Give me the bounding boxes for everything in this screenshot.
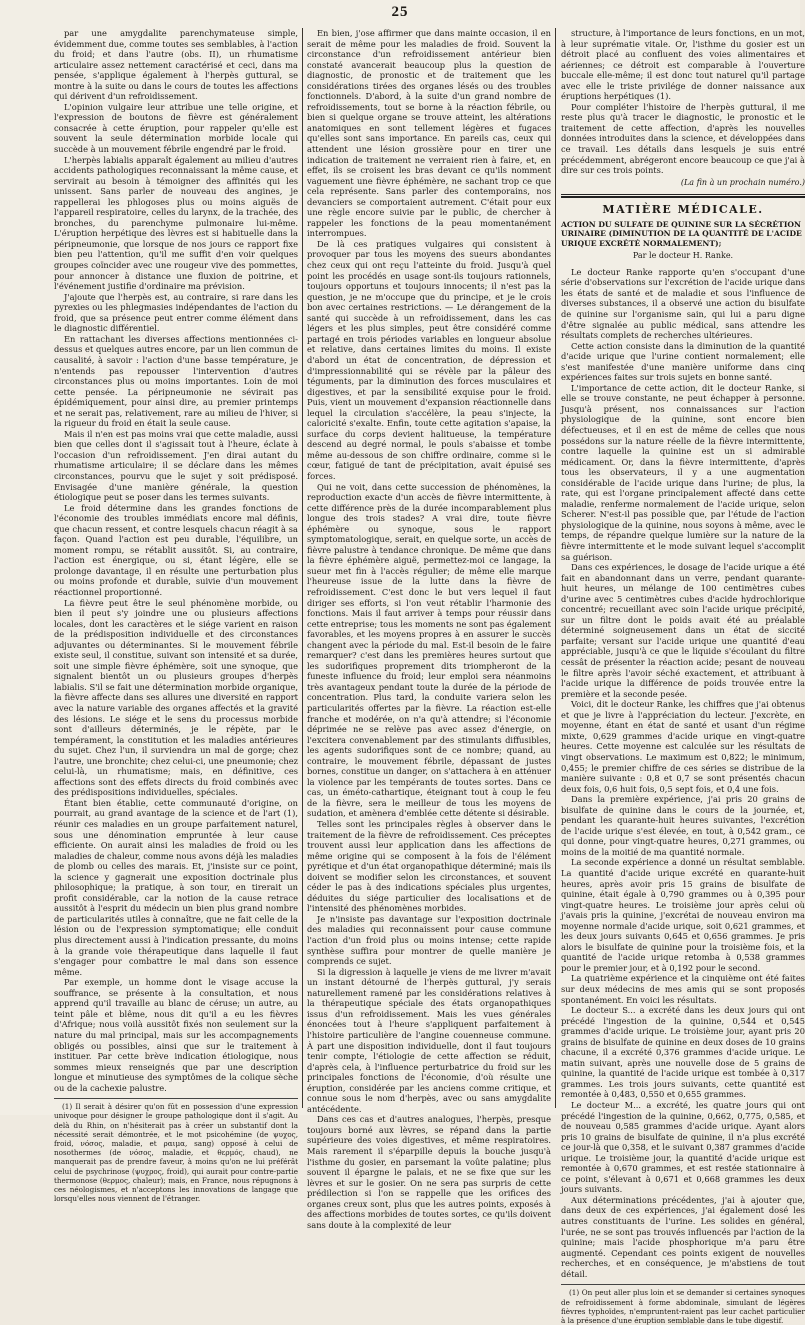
column-right-body xyxy=(561,267,805,1280)
paragraph: Le docteur Ranke rapporte qu'en s'occupant d'une série d'observations sur l'excrétion de l'acide urique dans les états de santé et de maladie et sous l'influence de diverses substances, il a observé une action du bisulfate de quinine sur l'organisme sain, qui lui a paru digne d'être signalée au public médical, sans attendre les résultats complets de recherches ultérieures. xyxy=(561,266,805,341)
column-left-body xyxy=(54,28,298,1093)
paragraph: Qui ne voit, dans cette succession de phénomènes, la reproduction exacte d'un accès de fièvre intermittente, à cette différence près de la durée incomparablement plus longue des trois stades? A vrai dire, toute fièvre éphémère ou synoque, sous le rapport symptomatologique, serait, en quelque sorte, un accès de fièvre palustre à tendance chronique. De même que dans la fièvre éphémère aiguë, permettez-moi ce langage, la sueur met fin à l'accès régulier; de même elle marque l'heureuse issue de la lutte dans la fièvre de refroidissement. C'est donc le but vers lequel il faut diriger ses efforts, si l'on veut rétablir l'harmonie des fonctions. Mais il faut arriver à temps pour réussir dans cette entreprise; tous les moments ne sont pas également favorables, et les moyens propres à en assurer le succès changent avec la période du mal. Est-il besoin de le faire remarquer? c'est dans les premières heures surtout que les sudorifiques proprement dits triompheront de la funeste influence du froid; leur emploi sera néanmoins très avantageux pendant toute la durée de la période de concentration. Plus tard, la conduite variera selon les particularités offertes par la fièvre. La réaction est-elle franche et modérée, on n'a qu'à attendre; si l'économie déprimée ne se relève pas avec assez d'énergie, on l'excitera convenablement par des stimulants diffusibles, les agents sudorifiques sont de ce nombre; quand, au contraire, le mouvement fébrile, dépassant de justes bornes, constitue un danger, on s'attachera à en atténuer la violence par les tempérants de toutes sortes. Dans ce cas, un éméto-cathartique, éteignant tout à coup le feu de la fièvre, sera le meilleur de tous les moyens de sudation, et amènera d'emblée cette détente si désirable. xyxy=(307,481,551,819)
paragraph: Le froid détermine dans les grandes fonctions de l'économie des troubles immédiats encore mal définis, que chacun ressent, et contre lesquels chacun réagit à sa façon. Quand l'action est peu durable, l'équilibre, un moment rompu, se rétablit aussitôt. Si, au contraire, l'action est énergique, ou si, étant légère, elle se prolonge davantage, il en résulte une perturbation plus ou moins profonde et durable, suivie d'un mouvement réactionnel proportionné. xyxy=(54,502,298,597)
footnote-text: (1) Il serait à désirer qu'on fût en possession d'une expression univoque pour désigner le groupe pathologique dont il s'agit. Au delà du Rhin, on n'hésiterait pas à créer un substantif dont la nécessité serait démontrée, et le mot psicohémine (de ψυχος, froid, νόσος, maladie, et ραιμα, sang) opposé à celui de nosothermes (de νόσος, maladie, et θερμός, chaud), ne manquerait pas de prendre faveur, à moins qu'on ne lui préférât celui de psychrinose (ψυχρος, froid), qui aurait pour contre-partie thermonose (θερμος, chaleur); mais, en France, nous répugnons à ces néologismes, et n'acceptons les innovations de langage que lorsqu'elles nous viennent de l'étranger. xyxy=(54,1102,298,1204)
article-author: Par le docteur H. Ranke. xyxy=(632,251,734,261)
paragraph: Le docteur S... a excrété dans les deux jours qui ont précédé l'ingestion de la quinine, 0,544 et 0,545 grammes d'acide urique. Le troisième jour, ayant pris 20 grains de bisulfate de quinine en deux doses de 10 grains chacune, il a excrété 0,376 grammes d'acide urique. Le matin suivant, après une nouvelle dose de 5 grains de quinine, la quantité de l'acide urique est tombée à 0,317 grammes. Les trois jours suivants, cette quantité est remontée à 0,483, 0,550 et 0,655 grammes. xyxy=(561,1005,805,1100)
footnote-left xyxy=(54,1098,298,1203)
paragraph: La fièvre peut être le seul phénomène morbide, ou bien il peut s'y joindre une ou plusieurs affections locales, dont les caractères et le siége varient en raison de la prédisposition individuelle et des circonstances adjuvantes ou déterminantes. Si le mouvement fébrile existe seul, il constitue, suivant son intensité et sa durée, soit une simple fièvre éphémère, soit une synoque, que signalent bientôt un ou plusieurs groupes d'herpès labialis. S'il se fait une détermination morbide organique, la fièvre affecte dans ses allures une diversité en rapport avec la nature variable des organes affectés et la gravité des lésions. Le siége et le sens du processus morbide sont d'ailleurs déterminés, je le répète, par le tempérament, la constitution et les maladies antérieures du sujet. Chez l'un, il surviendra un mal de gorge; chez l'autre, une bronchite; chez celui-ci, une pneumonie; chez celui-là, un rhumatisme; mais, en définitive, ces affections sont des effets directs du froid combinés avec des prédispositions individuelles, spéciales. xyxy=(54,597,298,798)
paragraph: Par exemple, un homme dont le visage accuse la souffrance, se présente à la consultation, et nous apprend qu'il travaille au blanc de céruse; un autre, au teint pâle et blême, nous dit qu'il a eu les fièvres d'Afrique; nous voilà aussitôt fixés non seulement sur la nature du mal principal, mais sur les accompagnements obligés ou possibles, ainsi que sur le traitement à instituer. Par cette brève indication étiologique, nous sommes mieux renseignés que par une description longue et minutieuse des symptômes de la colique sèche ou de la cachexie palustre. xyxy=(54,977,298,1093)
column-left xyxy=(54,28,298,1204)
paragraph: L'herpès labialis apparaît également au milieu d'autres accidents pathologiques reconnaissant la même cause, et servirait au besoin à témoigner des affinités qui les unissent. Sans parler de nouveau des angines, je rappellerai les phlogoses plus ou moins aiguës de l'appareil respiratoire, celles du larynx, de la trachée, des bronches, du parenchyme pulmonaire lui-même. L'éruption herpétique des lèvres est si habituelle dans la péripneumonie, que lorsque de nos jours ce rapport fixe bien peu l'attention, qu'il me suffit d'en voir quelques groupes coïncider avec une rougeur vive des pommettes, pour annoncer à distance une fluxion de poitrine, et l'événement justifie d'ordinaire ma prévision. xyxy=(54,154,298,292)
paragraph: Aux déterminations précédentes, j'ai à ajouter que, dans deux de ces expériences, j'ai également dosé les autres constituants de l'urine. Les solides en général, l'urée, ne se sont pas trouvés influencés par l'action de la quinine; mais l'acide phosphorique m'a paru être augmenté. Cependant ces points exigent de nouvelles recherches, et en conséquence, je m'abstiens de tout détail. xyxy=(561,1194,805,1279)
paragraph: Je n'insiste pas davantage sur l'exposition doctrinale des maladies qui reconnaissent pour cause commune l'action d'un froid plus ou moins intense; cette rapide synthèse suffira pour montrer de quelle manière je comprends ce sujet. xyxy=(307,913,551,967)
paragraph: Mais il n'en est pas moins vrai que cette maladie, aussi bien que celles dont il s'agissait tout à l'heure, éclate à l'occasion d'un refroidissement. J'en dirai autant du rhumatisme articulaire; il se déclare dans les mêmes circonstances, pourvu que le sujet y soit prédisposé. Envisagée d'une manière générale, la question étiologique peut se poser dans les termes suivants. xyxy=(54,428,298,503)
paragraph: En bien, j'ose affirmer que dans mainte occasion, il en serait de même pour les maladies de froid. Souvent la circonstance d'un refroidissement antérieur bien constaté avancerait beaucoup plus la question de diagnostic, de pronostic et de traitement que les considérations tirées des organes lésés ou des troubles fonctionnels. D'abord, à la suite d'un grand nombre de refroidissements, tout se borne à la réaction fébrile, ou bien si quelque organe se trouve atteint, les altérations anatomiques en sont tellement légères et fugaces qu'elles sont sans importance. En pareils cas, ceux qui attendent une lésion grossière pour en tirer une indication de traitement ne verraient rien à faire, et, en effet, ils se croisent les bras devant ce qu'ils nomment vaguement une fièvre éphémère, ne sachant trop ce que cela représente. Sans parler des contemporains, nos devanciers se comportaient autrement. C'était pour eux une règle encore suivie par le public, de chercher à rappeler les fonctions de la peau momentanément interrompues. xyxy=(307,28,551,239)
paragraph: L'opinion vulgaire leur attribue une telle origine, et l'expression de boutons de fièvre est généralement consacrée à cette éruption, pour rappeler qu'elle est souvent la seule détermination morbide locale qui succède à un mouvement fébrile engendré par le froid. xyxy=(54,101,298,155)
paragraph: Dans ces cas et d'autres analogues, l'herpès, presque toujours borné aux lèvres, se répand dans la partie supérieure des voies digestives, et même respiratoires. Mais rarement il s'éparpille depuis la bouche jusqu'à l'isthme du gosier, en parsemant la voûte palatine; plus souvent il épargne le palais, et ne se fixe que sur les lèvres et sur le gosier. On ne sera pas surpris de cette prédilection si l'on se rappelle que les orifices des organes creux sont, plus que les autres points, exposés à des affections morbides de toutes sortes, ce qu'ils doivent sans doute à la complexité de leur xyxy=(307,1114,551,1230)
paragraph: Voici, dit le docteur Ranke, les chiffres que j'ai obtenus et que je livre à l'appréciation du lecteur. J'excrète, en moyenne, étant en état de santé et usant d'un régime mixte, 0,629 grammes d'acide urique en vingt-quatre heures. Cette moyenne est calculée sur les résultats de vingt observations. Le maximum est 0,822; le minimum, 0,455; le premier chiffre de ces séries se distribue de la manière suivante : 0,8 et 0,7 se sont présentés chacun deux fois, 0,6 huit fois, 0,5 sept fois, et 0,4 une fois. xyxy=(561,699,805,794)
paragraph: structure, à l'importance de leurs fonctions, en un mot, à leur suprématie vitale. Or, l'isthme du gosier est un détroit placé au confluent des voies alimentaires et aériennes; ce détroit est comparable à l'ouverture buccale elle-même; il est donc tout naturel qu'il partage avec elle le triste privilége de donner naissance aux éruptions herpétiques (1). xyxy=(561,28,805,102)
section-rule xyxy=(561,194,805,195)
paragraph: En rattachant les diverses affections mentionnées ci-dessus et quelques autres encore, par un lien commun de causalité, à savoir : l'action d'une basse température, je n'entends pas repousser l'intervention d'autres circonstances plus ou moins importantes. Loin de moi cette pensée. La péripneumonie ne sévirait pas épidémiquement, pour ainsi dire, au premier printemps et ne serait pas, relativement, rare au milieu de l'hiver, si la rigueur du froid en était la seule cause. xyxy=(54,333,298,429)
paragraph: Cette action consiste dans la diminution de la quantité d'acide urique que l'urine contient normalement; elle s'est manifestée d'une manière uniforme dans cinq expériences faites sur trois sujets en bonne santé. xyxy=(561,340,805,383)
paragraph: Le docteur M... a excrété, les quatre jours qui ont précédé l'ingestion de la quinine, 0,662, 0,775, 0,585, et de nouveau 0,585 grammes d'acide urique. Ayant alors pris 10 grains de bisulfate de quinine, il n'a plus excrété ce jour-là que 0,358, et le suivant 0,387 grammes d'acide urique. Le troisième jour, la quantité d'acide urique est remontée à 0,670 grammes, et est restée stationnaire à ce point, s'élevant à 0,671 et 0,668 grammes les deux jours suivants. xyxy=(561,1100,805,1195)
column-right-intro xyxy=(561,28,805,176)
column-divider xyxy=(555,28,556,1108)
paragraph: Dans la première expérience, j'ai pris 20 grains de bisulfate de quinine dans le cours de la journée, et, pendant les quarante-huit heures suivantes, l'excrétion de l'acide urique s'est élevée, en tout, à 0,542 gram., ce qui donne, pour vingt-quatre heures, 0,271 grammes, ou moins de la moitié de ma quantité normale. xyxy=(561,794,805,857)
paragraph: La seconde expérience a donné un résultat semblable. La quantité d'acide urique excrété en quarante-huit heures, après avoir pris 15 grains de bisulfate de quinine, était égale à 0,790 grammes ou à 0,395 pour vingt-quatre heures. Le troisième jour après celui où j'avais pris la quinine, j'excrétai de nouveau environ ma moyenne normale d'acide urique, soit 0,621 grammes, et les deux jours suivants 0,645 et 0,656 grammes. Je pris alors le bisulfate de quinine pour la troisième fois, et la quantité de l'acide urique retomba à 0,538 grammes pour le premier jour, et à 0,192 pour le second. xyxy=(561,857,805,973)
section-title: MATIÈRE MÉDICALE. xyxy=(602,203,764,217)
paragraph: Telles sont les principales règles à observer dans le traitement de la fièvre de refroidissement. Ces préceptes trouvent aussi leur application dans les affections de même origine qui se composent à la fois de l'élément pyrétique et d'un état organopathique déterminé; mais ils doivent se modifier selon les circonstances, et souvent céder le pas à des indications spéciales plus urgentes, déduites du siége particulier des localisations et de l'intensité des phénomènes morbides. xyxy=(307,819,551,914)
footnote-text: (1) On peut aller plus loin et se demander si certaines synoques de refroidissement à forme abdominale, simulant de légères fièvres typhoïdes, n'empruntent-raient pas leur cachet particulier à la présence d'une éruption semblable dans le tube digestif. xyxy=(561,1288,805,1325)
paragraph: Pour compléter l'histoire de l'herpès guttural, il me reste plus qu'à tracer le diagnostic, le pronostic et le traitement de cette affection, d'après les nouvelles données introduites dans la science, et développées dans ce travail. Les détails dans lesquels je suis entré précédemment, abrégeront encore beaucoup ce que j'ai à dire sur ces trois points. xyxy=(561,101,805,176)
paragraph: par une amygdalite parenchymateuse simple, évidemment due, comme toutes ses semblables, à l'action du froid; et dans l'autre (obs. II), un rhumatisme articulaire assez nettement caractérisé et ceci, dans ma pensée, s'applique également à l'herpès guttural, se montre à la suite ou dans le cours de toutes les affections qui dérivent d'un refroidissement. xyxy=(54,28,298,102)
paragraph: L'importance de cette action, dit le docteur Ranke, si elle se trouve constante, ne peut échapper à personne. Jusqu'à présent, nos connaissances sur l'action physiologique de la quinine, sont encore bien défectueuses, et il en est de même de celles que nous possédons sur la nature réelle de la fièvre intermittente, contre laquelle la quinine est un si admirable médicament. Or, dans la fièvre intermittente, d'après tous les observateurs, il y a une augmentation considérable de l'acide urique dans l'urine; de plus, la rate, qui est l'organe principalement affecté dans cette maladie, renferme normalement de l'acide urique, selon Scherer. N'est-il pas possible que, par l'étude de l'action physiologique de la quinine, nous soyons à même, avec le temps, de répandre quelque lumière sur la nature de la fièvre intermittente et le mode suivant lequel s'accomplit sa guérison. xyxy=(561,382,805,562)
paragraph: Étant bien établie, cette communauté d'origine, on pourrait, au grand avantage de la science et de l'art (1), réunir ces maladies en un groupe parfaitement naturel, sous une dénomination empruntée à leur cause efficiente. On aurait ainsi les maladies de froid ou les maladies de chaleur, comme nous avons déjà les maladies de plomb ou celles des marais. Et, j'insiste sur ce point, la science y gagnerait une exposition doctrinale plus philosophique; la pratique, à son tour, en tirerait un profit considérable, car la notion de la cause retrace aussitôt à l'esprit du médecin un bien plus grand nombre de particularités utiles à connaître, que ne fait celle de la lésion ou de l'expression symptomatique; elle conduit plus directement aussi à l'indication pressante, du moins à la grande voie thérapeutique dans laquelle il faut s'engager pour combattre le mal dans son essence même. xyxy=(54,797,298,977)
article-title: ACTION DU SULFATE DE QUININE SUR LA SÉCRÉTION URINAIRE (DIMINUTION DE LA QUANTITÉ DE L'ACIDE URIQUE EXCRÉTÉ NORMALEMENT); xyxy=(561,219,802,248)
page-number: 25 xyxy=(391,4,409,20)
paragraph: La quatrième expérience et la cinquième ont été faites sur deux médecins de mes amis qui se sont proposés spontanément. En voici les résultats. xyxy=(561,973,805,1005)
column-middle xyxy=(307,28,551,1230)
paragraph: Dans ces expériences, le dosage de l'acide urique a été fait en abandonnant dans un verre, pendant quarante-huit heures, un mélange de 100 centimètres cubes d'urine avec 5 centimètres cubes d'acide hydrochlorique concentré; recueillant avec soin l'acide urique précipité, sur un filtre dont le poids avait été au préalable déterminé soigneusement dans un état de siccité parfaite; versant sur l'acide urique une quantité d'eau appréciable, jusqu'à ce que le liquide s'écoulant du filtre cessât de présenter la réaction acide; pesant de nouveau le filtre après l'avoir séché exactement, et attribuant à l'acide urique la différence de poids trouvée entre la première et la seconde pesée. xyxy=(561,562,805,699)
paragraph: J'ajoute que l'herpès est, au contraire, si rare dans les pyrexies ou les phlegmasies indépendantes de l'action du froid, que sa présence peut entrer comme élément dans le diagnostic différentiel. xyxy=(54,291,298,334)
paragraph: Si la digression à laquelle je viens de me livrer m'avait un instant détourné de l'herpès guttural, j'y serais naturellement ramené par les considérations relatives à la thérapeutique spéciale des états organopathiques issus d'un refroidissement. Mais les vues générales énoncées tout à l'heure s'appliquent parfaitement à l'histoire particulière de l'angine couenneuse commune. À part une disposition individuelle, dont il faut toujours tenir compte, l'étiologie de cette affection se réduit, d'après cela, à l'influence perturbatrice du froid sur les principales fonctions de l'économie, d'où résulte une éruption, considérée par les anciens comme critique, et connue sous le nom d'herpès, avec ou sans amygdalite antécédente. xyxy=(307,966,551,1114)
column-right xyxy=(561,28,805,1325)
footnote-right xyxy=(561,1284,805,1325)
column-middle-body xyxy=(307,28,551,1230)
column-divider xyxy=(302,28,303,1108)
paragraph: De là ces pratiques vulgaires qui consistent à provoquer par tous les moyens des sueurs abondantes chez ceux qui ont reçu l'atteinte du froid. Jusqu'à quel point les procédés en usage sont-ils toujours rationnels, toujours opportuns et toujours innocents; il n'est pas la question, je ne m'occupe que du principe, et je le crois bon avec certaines restrictions. — Le dérangement de la santé qui succède à un refroidissement, dans les cas légers et les plus simples, peut être considéré comme partagé en trois périodes variables en longueur absolue et relative, dans certaines limites du moins. Il existe d'abord un état de concentration, de dépression et d'impressionnabilité qui se révèle par la pâleur des téguments, par la diminution des forces musculaires et digestives, et par la sensibilité exquise pour le froid. Puis, vient un mouvement d'expansion réactionnelle dans lequel la circulation s'accélère, la peau s'injecte, la caloricité s'exalte. Enfin, toute cette agitation s'apaise, la surface du corps devient halitueuse, la température descend au degré normal, le pouls s'abaisse et tombe même au-dessous de son chiffre ordinaire, comme si le cœur, fatigué de tant de précipitation, avait épuisé ses forces. xyxy=(307,238,551,481)
continuation-note: (La fin à un prochain numéro.) xyxy=(680,177,805,187)
section-rule xyxy=(561,196,805,198)
